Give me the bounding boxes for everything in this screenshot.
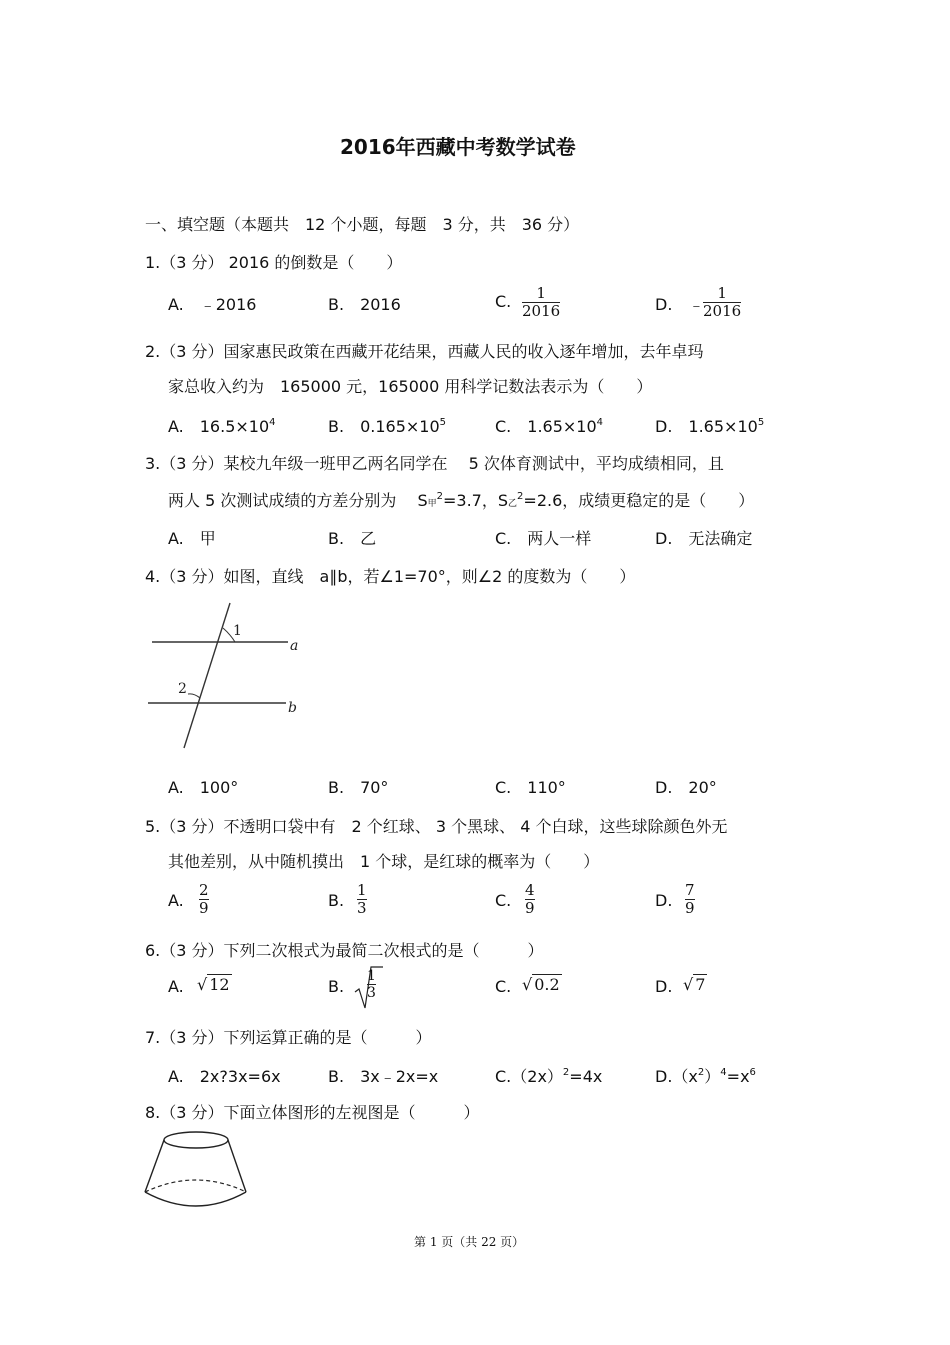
fraction-numerator: 2 <box>199 881 209 899</box>
q5-option-a-fraction <box>199 882 209 917</box>
q1-option-c-fraction <box>522 285 560 320</box>
q1-option-d-fraction <box>703 285 741 320</box>
q1-option-c: C. <box>495 292 512 311</box>
frustum-bottom-back-dashed <box>145 1180 246 1192</box>
fraction-numerator: 4 <box>525 881 535 899</box>
question-5-line-1: 5.（3 分）不透明口袋中有 2 个红球、 3 个黑球、 4 个白球，这些球除颜色外无 <box>145 817 728 836</box>
q6-option-a: A. <box>168 977 184 996</box>
page-footer: 第 1 页（共 22 页） <box>414 1235 525 1249</box>
q4-option-a: A. 100° <box>168 778 239 797</box>
radicand: 12 <box>209 975 230 994</box>
frustum-bottom-front <box>145 1192 246 1206</box>
fraction-denominator: 9 <box>199 899 209 917</box>
frustum-top-ellipse <box>164 1132 228 1148</box>
question-1-stem: 1.（3 分） 2016 的倒数是（ ） <box>145 253 403 272</box>
angle-2-label: 2 <box>178 681 187 697</box>
q3-option-c: C. 两人一样 <box>495 529 592 548</box>
q4-option-d: D. 20° <box>655 778 717 797</box>
question-8-stem: 8.（3 分）下面立体图形的左视图是（ ） <box>145 1103 480 1122</box>
radicand: 0.2 <box>534 975 560 994</box>
frustum-right-side <box>228 1140 246 1192</box>
parallel-lines-figure <box>140 598 310 753</box>
q6-option-c-radical: √ 0.2 <box>522 975 560 994</box>
q7-option-a: A. 2x?3x=6x <box>168 1067 281 1086</box>
line-b-label: b <box>288 700 297 716</box>
q6-option-a-radical: √ 12 <box>197 975 230 994</box>
fraction-denominator: 3 <box>357 899 367 917</box>
page-title: 2016年西藏中考数学试卷 <box>340 135 576 159</box>
q5-option-b: B. <box>328 891 345 910</box>
q5-option-c: C. <box>495 891 512 910</box>
q3-option-b: B. 乙 <box>328 529 377 548</box>
q2-option-b: B. $0.165\times 10^5$ <box>328 417 447 436</box>
fraction-denominator: 2016 <box>522 302 561 320</box>
q5-option-d: D. <box>655 891 673 910</box>
question-3-line-2: 两人 5 次测试成绩的方差分别为 S甲$^2$=3.7，S乙$^2$=2.6，成绩更稳定的是（ ） <box>168 491 755 510</box>
fraction-denominator: 9 <box>525 899 535 917</box>
q2-option-c: C. $1.65\times 10^4$ <box>495 417 604 436</box>
fraction-denominator: 9 <box>685 899 695 917</box>
q5-option-a: A. <box>168 891 184 910</box>
question-2-line-1: 2.（3 分）国家惠民政策在西藏开花结果，西藏人民的收入逐年增加，去年卓玛 <box>145 342 704 361</box>
q1-option-a: A. ﹣2016 <box>168 295 257 314</box>
fraction-numerator: 7 <box>685 881 695 899</box>
q5-option-b-fraction <box>357 882 367 917</box>
question-2-line-2: 家总收入约为 165000 元，165000 用科学记数法表示为（ ） <box>168 377 653 396</box>
fraction-numerator: 1 <box>717 284 727 302</box>
q1-option-b: B. 2016 <box>328 295 401 314</box>
q2-option-d: D. $1.65\times 10^5$ <box>655 417 765 436</box>
question-6-stem: 6.（3 分）下列二次根式为最简二次根式的是（ ） <box>145 941 544 960</box>
angle-2-arc <box>188 694 200 698</box>
q7-option-b: B. 3x﹣2x=x <box>328 1067 439 1086</box>
q6-option-b: B. <box>328 977 345 996</box>
q6-option-b-fraction <box>367 968 376 1001</box>
radicand: 7 <box>695 975 706 994</box>
q7-option-c: $C.(2x)^2=4x$ <box>495 1067 603 1086</box>
q6-option-c: C. <box>495 977 512 996</box>
frustum-figure <box>140 1128 252 1214</box>
q1-option-d: D. ﹣ <box>655 295 705 314</box>
q3-option-d: D. 无法确定 <box>655 529 753 548</box>
section-heading: 一、填空题（本题共 12 个小题，每题 3 分，共 36 分） <box>145 215 580 234</box>
fraction-denominator: 3 <box>367 985 376 1001</box>
fraction-numerator: 1 <box>536 284 546 302</box>
question-4-stem: 4.（3 分）如图，直线 a∥b，若∠1=70°，则∠2 的度数为（ ） <box>145 567 636 586</box>
fraction-denominator: 2016 <box>703 302 742 320</box>
q7-option-d: $D.(x^2)^4=x^6$ <box>655 1067 756 1086</box>
line-a-label: a <box>290 638 299 654</box>
q4-option-c: C. 110° <box>495 778 566 797</box>
q6-option-d: D. <box>655 977 673 996</box>
q6-option-d-radical: √ 7 <box>683 975 706 994</box>
q2-option-a: A. $16.5\times 10^4$ <box>168 417 276 436</box>
question-7-stem: 7.（3 分）下列运算正确的是（ ） <box>145 1028 432 1047</box>
question-3-line-1: 3.（3 分）某校九年级一班甲乙两名同学在 5 次体育测试中，平均成绩相同，且 <box>145 454 724 473</box>
q5-option-d-fraction <box>685 882 695 917</box>
transversal-line <box>184 603 230 748</box>
fraction-numerator: 1 <box>357 881 367 899</box>
q4-option-b: B. 70° <box>328 778 389 797</box>
question-5-line-2: 其他差别，从中随机摸出 1 个球，是红球的概率为（ ） <box>168 852 600 871</box>
q3-option-a: A. 甲 <box>168 529 216 548</box>
q5-option-c-fraction <box>525 882 535 917</box>
frustum-left-side <box>145 1140 164 1192</box>
angle-1-label: 1 <box>233 623 242 639</box>
fraction-numerator: 1 <box>367 968 376 984</box>
